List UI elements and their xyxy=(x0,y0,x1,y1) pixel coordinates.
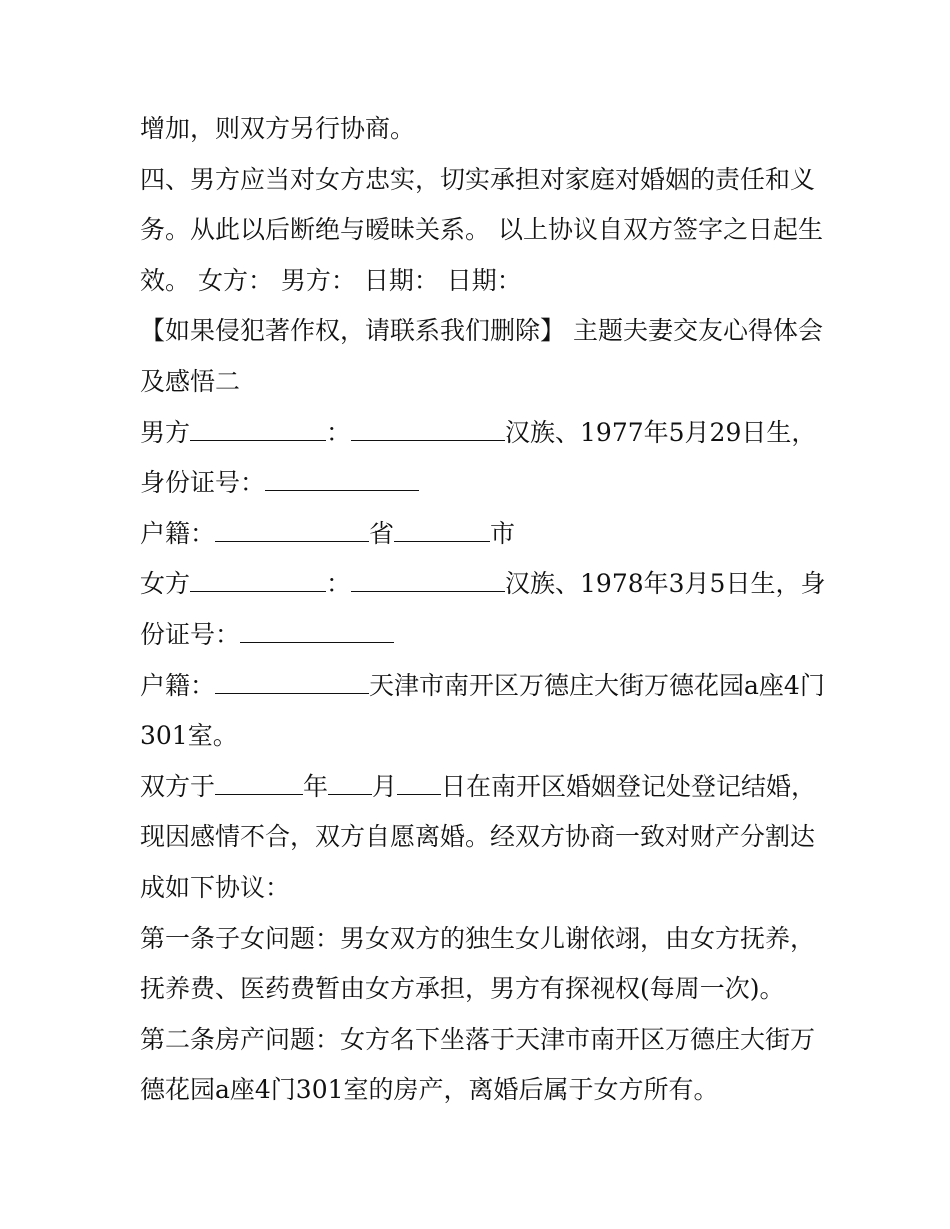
female-huji-label: 户籍： xyxy=(140,670,216,700)
male-huji-city: 市 xyxy=(490,518,516,548)
male-id-blank xyxy=(265,464,419,491)
document-page xyxy=(140,104,830,1116)
male-huji-blank xyxy=(215,515,369,542)
male-label: 男方 xyxy=(140,417,191,447)
male-info: 汉族、1977年5月29日生，身份证号： xyxy=(140,417,817,498)
female-label: 女方 xyxy=(140,569,191,599)
male-huji-city-blank xyxy=(394,515,490,542)
female-huji-address: 天津市南开区万德庄大街万德花园a座4门301室。 xyxy=(140,670,825,751)
marriage-year-blank xyxy=(215,768,303,795)
paragraph-male-huji xyxy=(140,509,830,560)
paragraph-continuation: 增加，则双方另行协商。 xyxy=(140,114,416,143)
female-field-blank xyxy=(351,565,505,592)
paragraph-female-party xyxy=(140,559,830,660)
male-huji-label: 户籍： xyxy=(140,518,216,548)
paragraph-article-one: 第一条子女问题：男女双方的独生女儿谢依翊，由女方抚养，抚养费、医药费暂由女方承担，男方有探视权(每周一次)。 xyxy=(140,923,816,1004)
male-name-blank xyxy=(190,414,326,441)
female-huji-blank xyxy=(215,667,369,694)
marriage-month: 月 xyxy=(372,771,398,801)
marriage-day-blank xyxy=(397,768,441,795)
paragraph-male-party xyxy=(140,408,830,509)
paragraph-female-huji xyxy=(140,661,830,762)
paragraph-article-two: 第二条房产问题：女方名下坐落于天津市南开区万德庄大街万德花园a座4门301室的房产，离婚后属于女方所有。 xyxy=(140,1024,816,1105)
female-info: 汉族、1978年3月5日生，身份证号： xyxy=(140,569,826,649)
paragraph-copyright-notice: 【如果侵犯著作权，请联系我们删除】 主题夫妻交友心得体会及感悟二 xyxy=(140,316,823,396)
male-separator: ： xyxy=(326,417,352,447)
male-field-blank xyxy=(351,414,505,441)
paragraph-article-four: 四、男方应当对女方忠实，切实承担对家庭对婚姻的责任和义务。从此以后断绝与暧昧关系。 以上协议自双方签字之日起生效。 女方： 男方： 日期： 日期： xyxy=(140,164,823,295)
paragraph-marriage xyxy=(140,762,830,914)
female-name-blank xyxy=(190,565,326,592)
marriage-month-blank xyxy=(328,768,372,795)
marriage-year: 年 xyxy=(303,771,329,801)
marriage-prefix: 双方于 xyxy=(140,771,216,801)
marriage-rest: 日在南开区婚姻登记处登记结婚，现因感情不合，双方自愿离婚。经双方协商一致对财产分割达成如下协议： xyxy=(140,771,817,902)
female-id-blank xyxy=(240,616,394,643)
female-separator: ： xyxy=(326,569,352,599)
male-huji-province: 省 xyxy=(369,518,395,548)
